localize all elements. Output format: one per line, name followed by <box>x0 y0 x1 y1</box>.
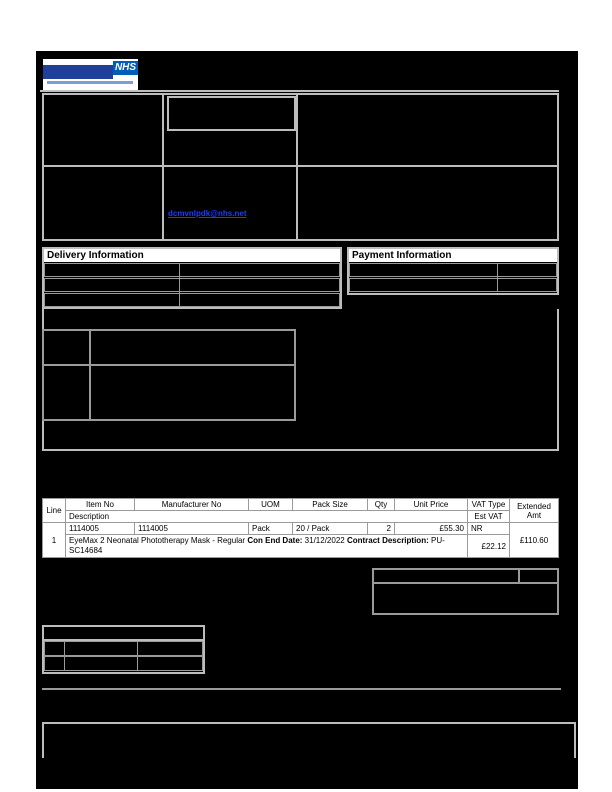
table-row-description: EyeMax 2 Neonatal Phototherapy Mask - Regular Con End Date: 31/12/2022 Contract Description: PU-SC14684 £22.12 <box>43 535 559 558</box>
col-extended-amt: Extended Amt <box>510 499 559 523</box>
col-description: Description <box>66 511 468 523</box>
col-unit-price: Unit Price <box>395 499 468 511</box>
payment-row-1 <box>349 263 557 277</box>
col-uom: UOM <box>249 499 293 511</box>
payment-info-title: Payment Information <box>349 249 557 262</box>
col-manufacturer-no: Manufacturer No <box>135 499 249 511</box>
totals-box <box>372 568 559 615</box>
delivery-info-title: Delivery Information <box>44 249 340 262</box>
payment-row-2 <box>349 278 557 292</box>
nhs-logo <box>43 59 138 90</box>
footer-box <box>42 722 576 758</box>
nhs-logo-mark: NHS <box>114 62 137 73</box>
col-qty: Qty <box>368 499 395 511</box>
col-vat-type: VAT Type <box>468 499 510 511</box>
summary-row-1 <box>44 641 203 656</box>
item-description: EyeMax 2 Neonatal Phototherapy Mask - Regular Con End Date: 31/12/2022 Contract Description: PU-SC14684 <box>66 535 468 558</box>
highlight-box <box>167 96 296 131</box>
col-est-vat: Est VAT <box>468 511 510 523</box>
col-pack-size: Pack Size <box>293 499 368 511</box>
table-row: 1 1114005 1114005 Pack 20 / Pack 2 £55.30 NR £110.60 <box>43 523 559 535</box>
delivery-row-2 <box>44 278 340 292</box>
info-grid <box>42 93 559 241</box>
delivery-row-1 <box>44 263 340 277</box>
divider <box>42 688 561 690</box>
contact-email-link[interactable]: dcmvnlpdk@nhs.net <box>168 209 247 218</box>
summary-row-2 <box>44 656 203 671</box>
col-item-no: Item No <box>66 499 135 511</box>
order-items-table <box>42 498 559 558</box>
notes-table <box>42 329 296 421</box>
delivery-row-3 <box>44 293 340 307</box>
col-line: Line <box>43 499 66 523</box>
